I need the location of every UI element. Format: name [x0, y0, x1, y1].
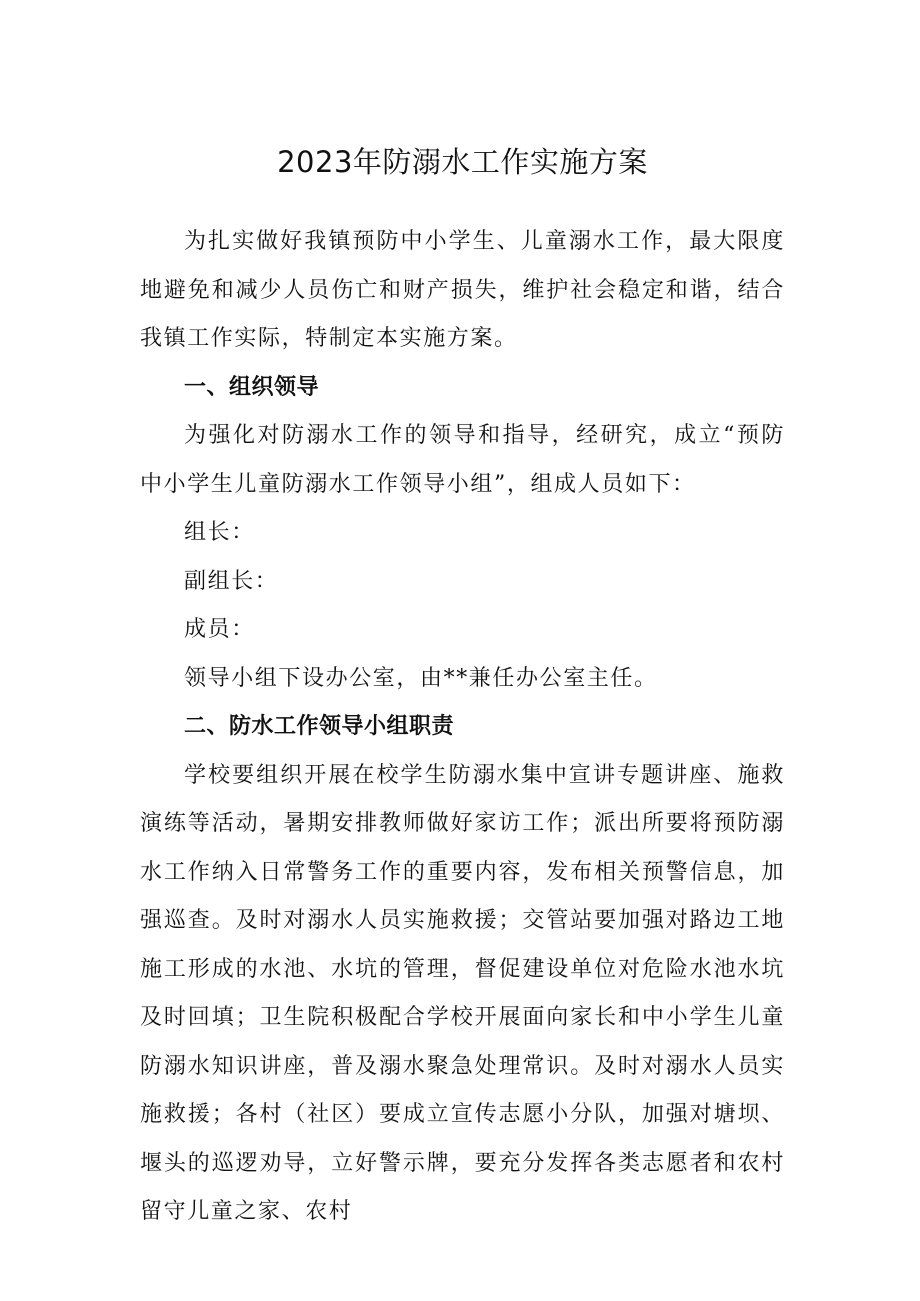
- section-heading-responsibilities: 二、防水工作领导小组职责: [184, 714, 455, 739]
- office-line: 领导小组下设办公室，由**兼任办公室主任。: [184, 665, 658, 691]
- document-title: 2023年防溺水工作实施方案: [277, 145, 648, 179]
- members-line: 成员：: [184, 617, 255, 642]
- intro-paragraph: 为扎实做好我镇预防中小学生、儿童溺水工作，最大限度地避免和减少人员伤亡和财产损失，维护社会稳定和谐，结合我镇工作实际，特制定本实施方案。: [140, 229, 785, 351]
- responsibilities-paragraph: 学校要组织开展在校学生防溺水集中宣讲专题讲座、施救演练等活动，暑期安排教师做好家访工作；派出所要将预防溺水工作纳入日常警务工作的重要内容，发布相关预警信息，加强巡查。及时对溺水人员实施救援；交管站要加强对路边工地施工形成的水池、水坑的管理，督促建设单位对危险水池水坑及时回填；卫生院积极配合学校开展面向家长和中小学生儿童防溺水知识讲座，普及溺水聚急处理常识。及时对溺水人员实施救援；各村（社区）要成立宣传志愿小分队，加强对塘坝、堰头的巡逻劝导，立好警示牌，要充分发挥各类志愿者和农村留守儿童之家、农村: [140, 762, 785, 1224]
- deputy-leader-line: 副组长：: [184, 568, 279, 594]
- group-leader-line: 组长：: [184, 520, 255, 545]
- organization-paragraph: 为强化对防溺水工作的领导和指导，经研究，成立“预防中小学生儿童防溺水工作领导小组”，组成人员如下：: [140, 423, 785, 497]
- section-heading-organization: 一、组织领导: [184, 374, 320, 400]
- document-body: [140, 218, 785, 1237]
